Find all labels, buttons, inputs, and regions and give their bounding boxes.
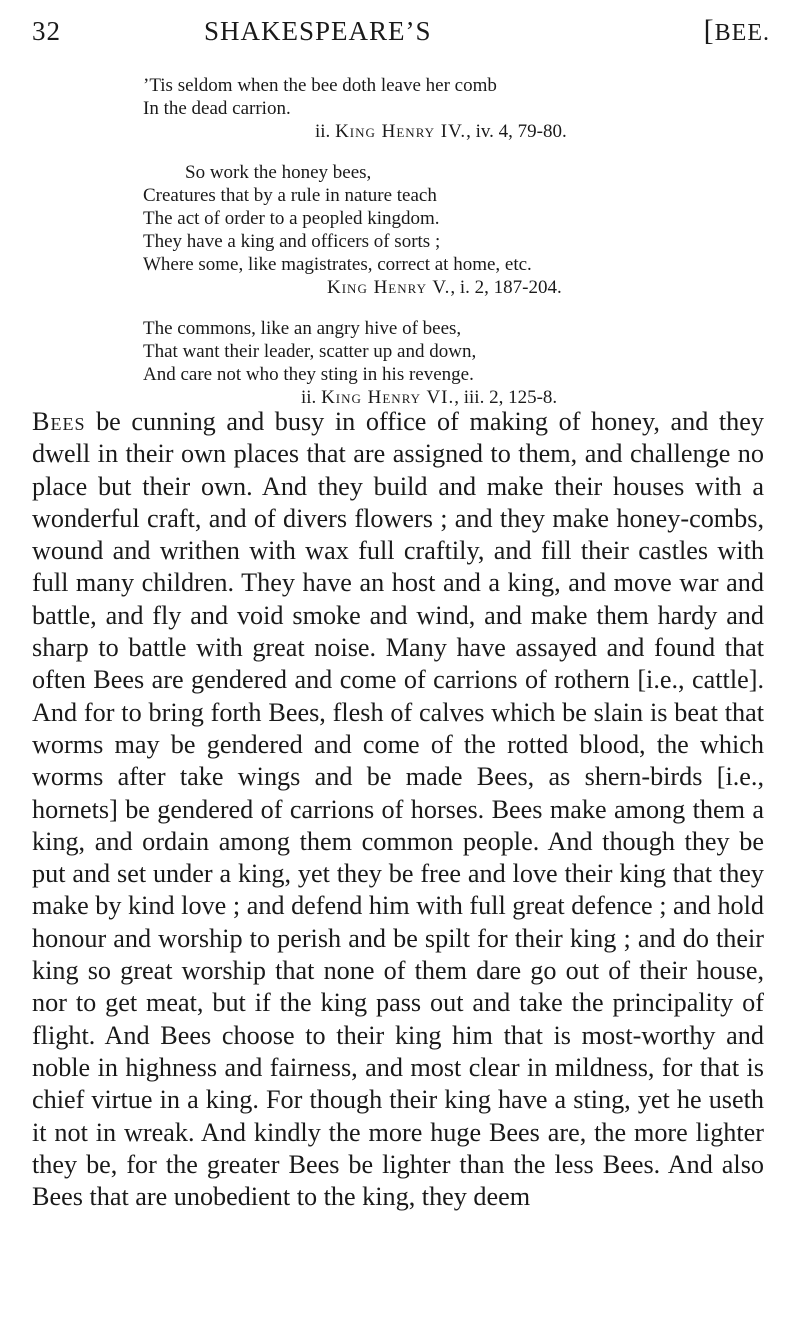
quote-block bbox=[143, 74, 733, 143]
verse-line: So work the honey bees, bbox=[185, 162, 372, 183]
running-title: SHAKESPEARE’S bbox=[204, 16, 432, 46]
running-head bbox=[32, 16, 772, 56]
verse-line: They have a king and officers of sorts ; bbox=[143, 231, 441, 252]
verse-line: In the dead carrion. bbox=[143, 98, 291, 119]
body-text bbox=[32, 406, 764, 1213]
verse-line: And care not who they sting in his revenge. bbox=[143, 364, 474, 385]
quote-block bbox=[143, 317, 733, 409]
citation-prefix: ii. bbox=[301, 387, 317, 408]
section-label-text: BEE. bbox=[714, 20, 770, 46]
citation-play: King Henry IV. bbox=[335, 121, 467, 142]
citation-ref: , iv. 4, 79-80. bbox=[466, 121, 567, 142]
verse-line: The commons, like an angry hive of bees, bbox=[143, 318, 462, 339]
citation-prefix: ii. bbox=[315, 121, 331, 142]
body-paragraph bbox=[32, 406, 764, 1213]
verse-line: ’Tis seldom when the bee doth leave her comb bbox=[143, 75, 497, 96]
citation-ref: , i. 2, 187-204. bbox=[450, 277, 562, 298]
verse-line: Creatures that by a rule in nature teach bbox=[143, 185, 437, 206]
citation-play: King Henry V. bbox=[327, 277, 451, 298]
paragraph-text: be cunning and busy in office of making of honey, and they dwell in their own places that are assigned to them, and challenge no place but their own. And they build and make their houses with a wonderful craft, and of divers flowers ; and they make honey-combs, wound and writhen with wax full craftily, and fill their castles with full many children. They have an host and a king, and move war and battle, and fly and void smoke and wind, and make them hardy and sharp to battle with great noise. Many have assayed and found that often Bees are gendered and come of carrions of rothern [i.e., cattle]. And for to bring forth Bees, flesh of calves which be slain is beat that worms may be gendered and come of the rotted blood, the which worms after take wings and be made Bees, as shern-birds [i.e., hornets] be gendered of carrions of horses. Bees make among them a king, and ordain among them common people. And though they be put and set under a king, yet they be free and love their king that they make by kind love ; and defend him with full great defence ; and hold honour and worship to perish and be spilt for their king ; and do their king so great worship that none of them dare go out of their house, nor to get meat, but if the king pass out and take the principality of flight. And Bees choose to their king him that is most-worthy and noble in highness and fairness, and most clear in mildness, for that is chief virtue in a king. For though their king have a sting, yet he useth it not in wreak. And kindly the more huge Bees are, the more lighter they be, for the greater Bees be lighter than the less Bees. And also Bees that are unobedient to the king, they deem bbox=[32, 407, 764, 1212]
quote-citation bbox=[143, 276, 733, 299]
quote-citation bbox=[143, 120, 733, 143]
citation-play: King Henry VI. bbox=[321, 387, 455, 408]
page-number: 32 bbox=[32, 16, 61, 46]
quote-block bbox=[143, 161, 733, 299]
verse-line: Where some, like magistrates, correct at home, etc. bbox=[143, 254, 532, 275]
citation-ref: , iii. 2, 125-8. bbox=[454, 387, 558, 408]
verse-line: The act of order to a peopled kingdom. bbox=[143, 208, 440, 229]
lead-word: Bees bbox=[32, 407, 86, 436]
quotations bbox=[143, 74, 733, 427]
verse-line: That want their leader, scatter up and down, bbox=[143, 341, 477, 362]
section-label: [BEE. bbox=[703, 14, 770, 47]
